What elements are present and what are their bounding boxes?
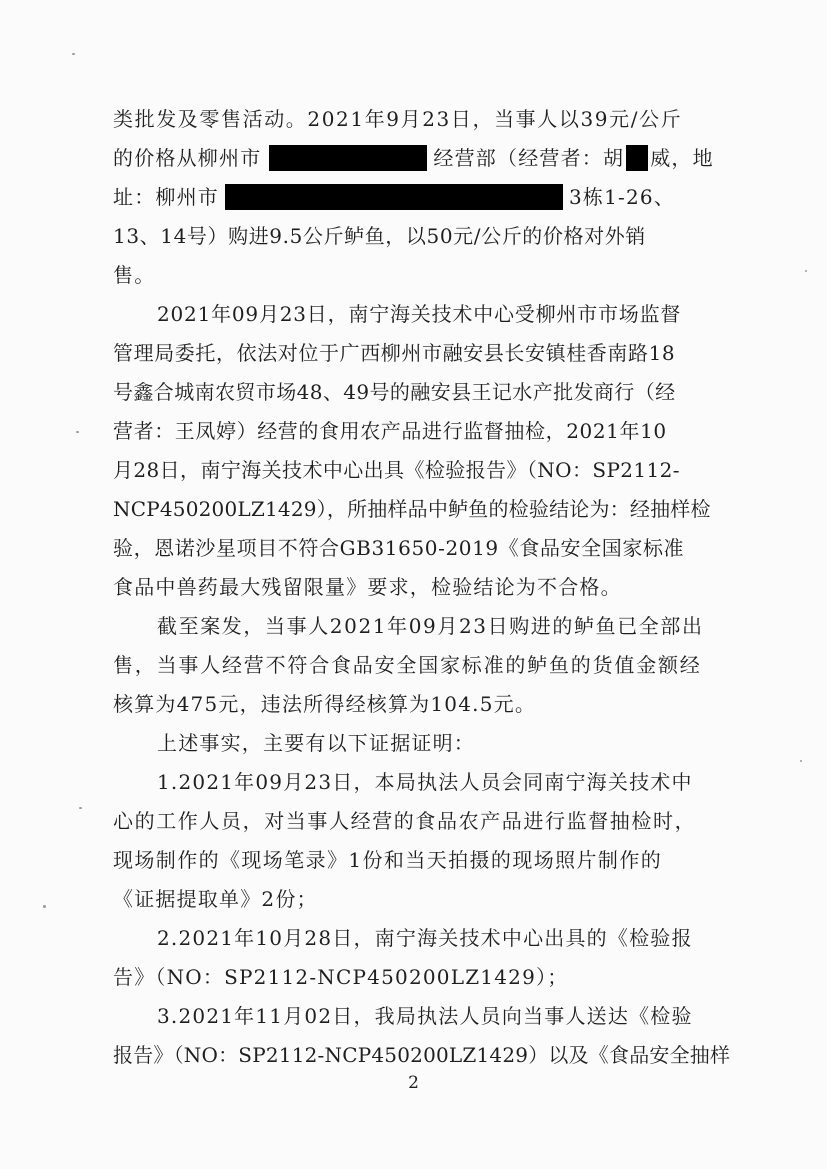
text-line <box>113 138 714 178</box>
scan-speck <box>79 807 82 809</box>
text-line: 《证据提取单》2份； <box>113 887 318 911</box>
text-line: NCP450200LZ1429），所抽样品中鲈鱼的检验结论为：经抽样检 <box>113 497 711 521</box>
text-segment: 的价格从柳州市 <box>113 146 262 170</box>
text-line: 上述事实，主要有以下证据证明： <box>157 731 475 755</box>
text-line <box>113 177 675 217</box>
text-segment: 经营部（经营者：胡 <box>433 146 625 170</box>
text-segment: 威，地 <box>650 146 714 170</box>
text-segment: 址：柳州市 <box>113 185 219 209</box>
text-segment: 3栋1-26、 <box>569 185 676 209</box>
text-line: 2.2021年10月28日，南宁海关技术中心出具的《检验报 <box>157 926 693 950</box>
text-line: 截至案发，当事人2021年09月23日购进的鲈鱼已全部出 <box>157 614 704 638</box>
text-line: 营者：王凤婷）经营的食用农产品进行监督抽检，2021年10 <box>113 419 667 443</box>
text-line: 售，当事人经营不符合食品安全国家标准的鲈鱼的货值金额经 <box>113 653 702 677</box>
text-line: 食品中兽药最大残留限量》要求，检验结论为不合格。 <box>113 575 622 599</box>
text-line: 1.2021年09月23日，本局执法人员会同南宁海关技术中 <box>157 770 693 794</box>
text-line: 号鑫合城南农贸市场48、49号的融安县王记水产批发商行（经 <box>113 380 676 404</box>
text-line: 心的工作人员，对当事人经营的食品农产品进行监督抽检时， <box>113 809 697 833</box>
text-line: 月28日，南宁海关技术中心出具《检验报告》（NO：SP2112- <box>113 458 680 482</box>
scan-speck <box>72 53 75 55</box>
text-line: 类批发及零售活动。2021年9月23日，当事人以39元/公斤 <box>113 107 683 131</box>
text-line: 管理局委托，依法对位于广西柳州市融安县长安镇桂香南路18 <box>113 341 676 365</box>
redaction-bar <box>225 184 563 210</box>
redaction-bar <box>269 145 427 171</box>
scan-speck <box>76 431 79 433</box>
text-line: 2021年09月23日，南宁海关技术中心受柳州市市场监督 <box>157 302 682 326</box>
page-number: 2 <box>408 1073 419 1093</box>
text-line: 告》（NO：SP2112-NCP450200LZ1429）； <box>113 965 569 989</box>
scan-speck <box>800 760 802 762</box>
scan-speck <box>43 905 46 908</box>
text-line: 报告》（NO：SP2112-NCP450200LZ1429）以及《食品安全抽样 <box>113 1043 731 1067</box>
redaction-bar <box>626 145 648 171</box>
text-line: 现场制作的《现场笔录》1份和当天拍摄的现场照片制作的 <box>113 848 663 872</box>
text-line: 验，恩诺沙星项目不符合GB31650-2019《食品安全国家标准 <box>113 536 685 560</box>
text-line: 核算为475元，违法所得经核算为104.5元。 <box>113 692 537 716</box>
text-line: 售。 <box>113 263 156 287</box>
text-line: 13、14号）购进9.5公斤鲈鱼，以50元/公斤的价格对外销 <box>113 224 646 248</box>
scan-speck <box>805 270 807 272</box>
text-line: 3.2021年11月02日，我局执法人员向当事人送达《检验 <box>157 1004 693 1028</box>
